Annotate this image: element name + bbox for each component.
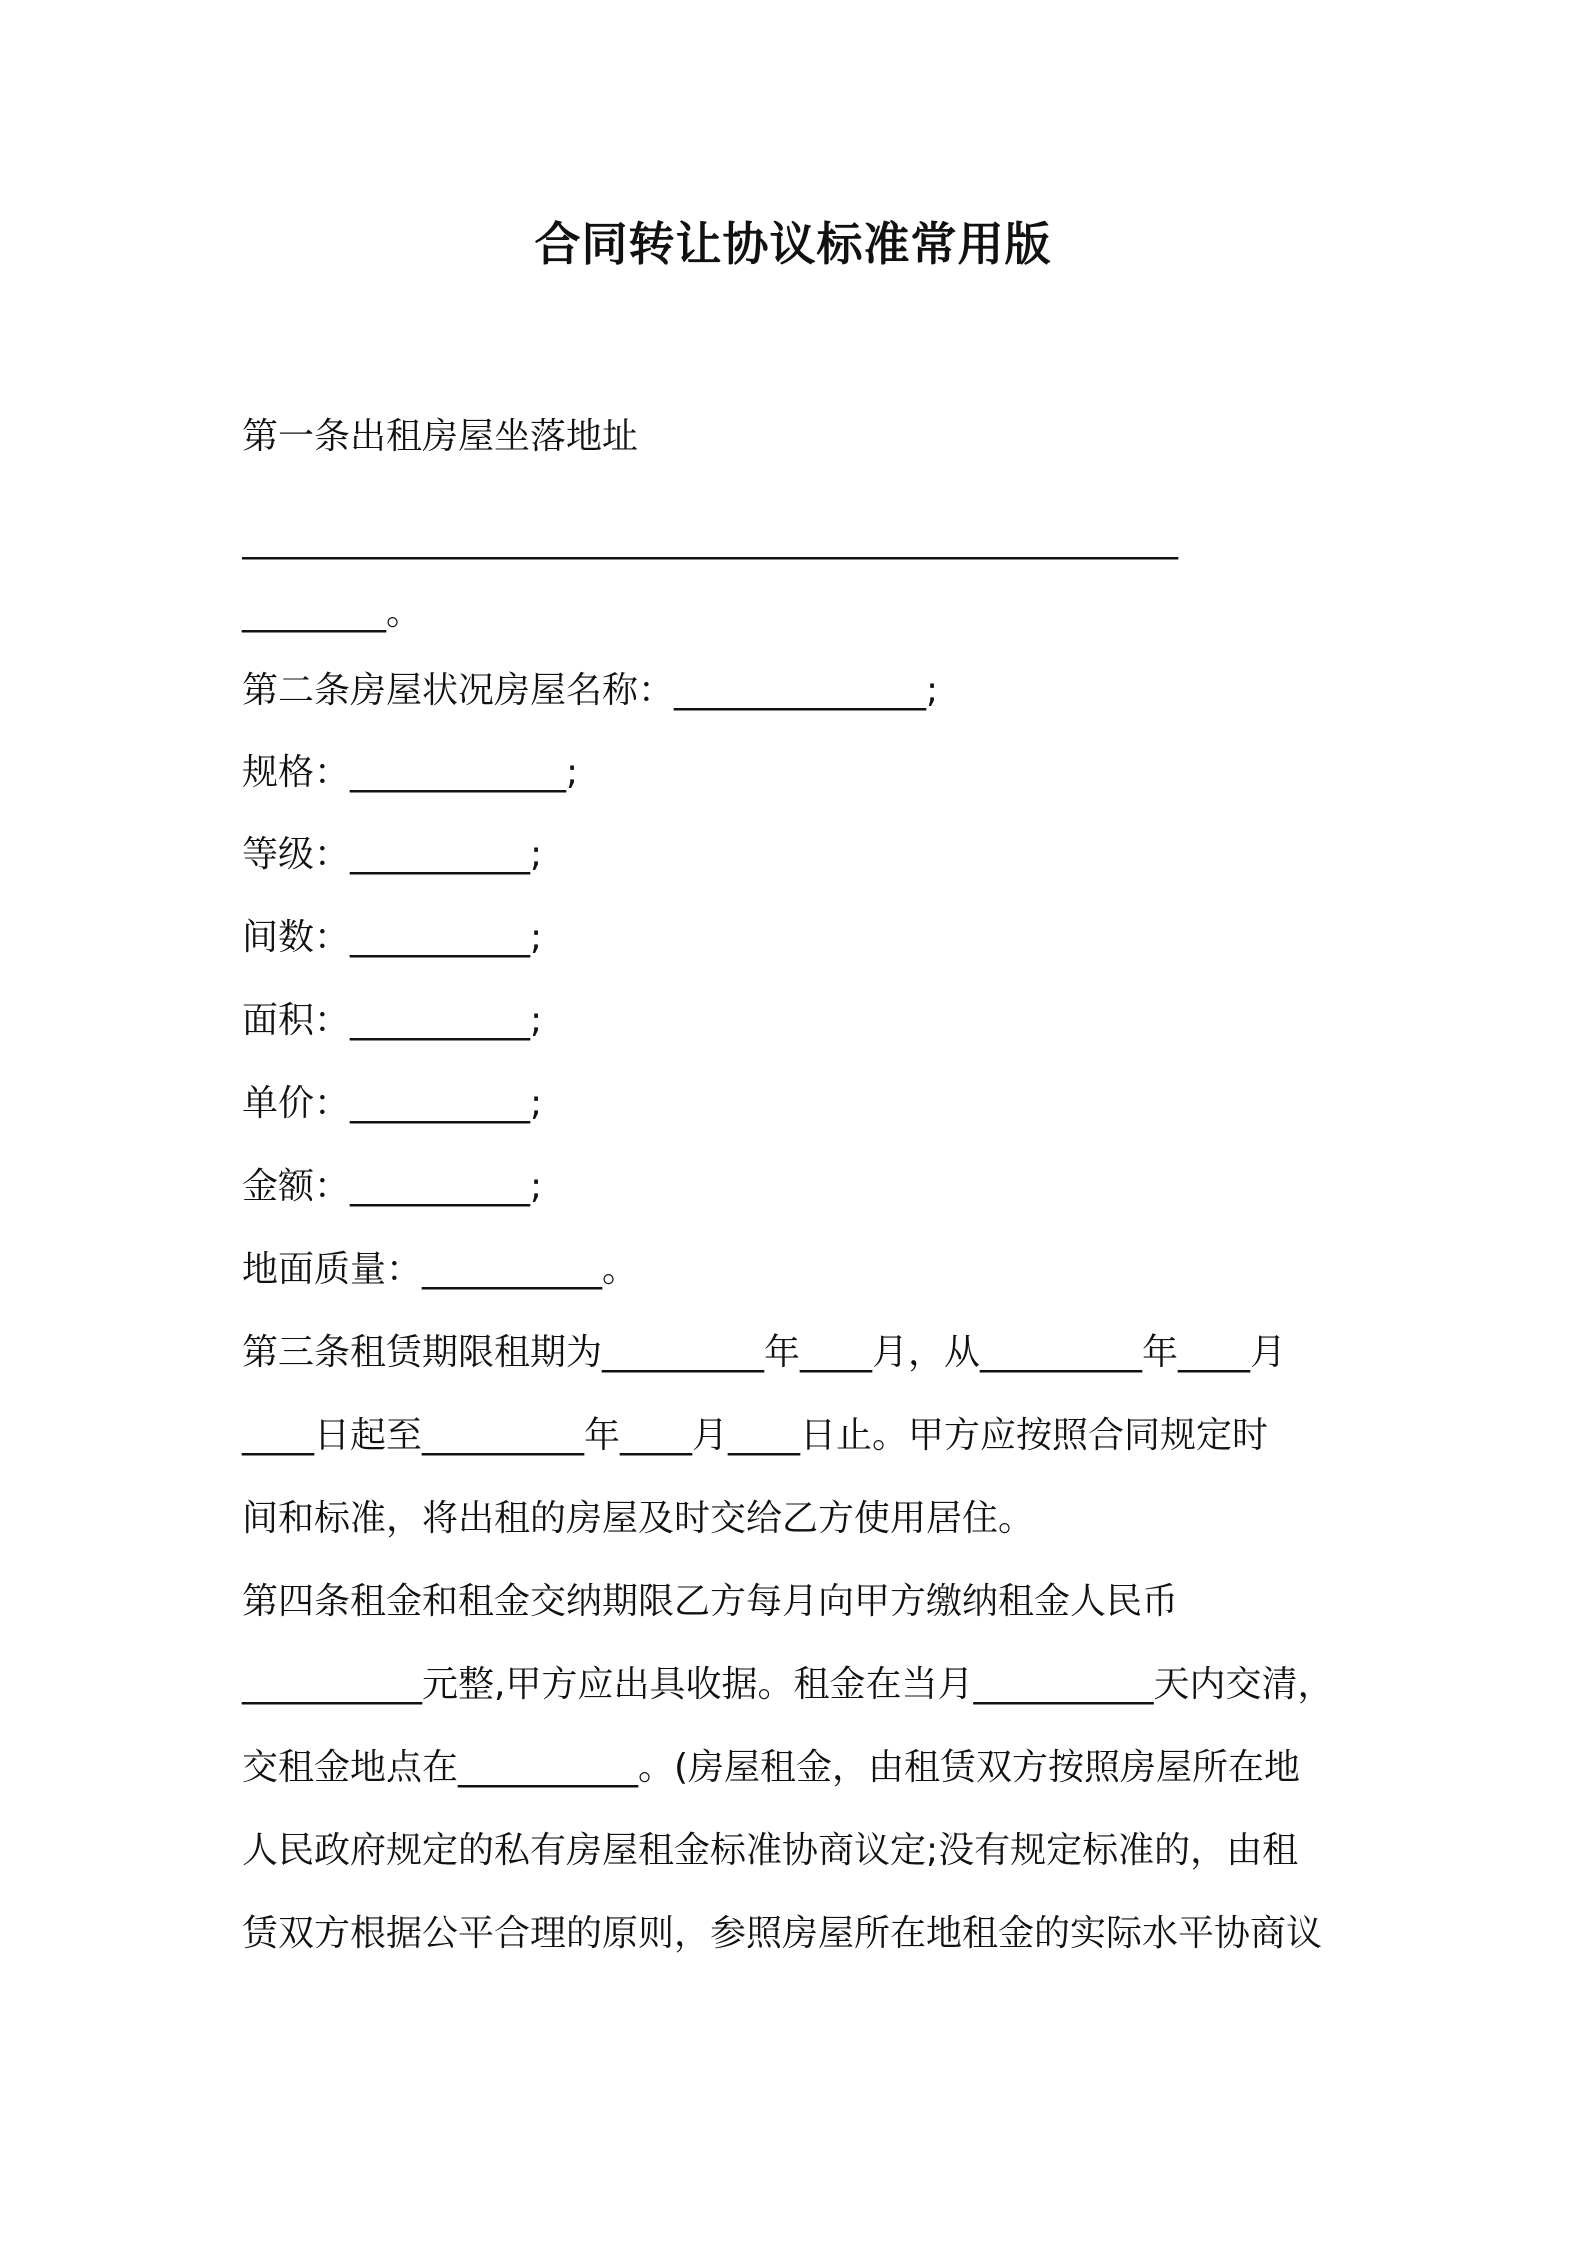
article-4-line-4: 人民政府规定的私有房屋租金标准协商议定;没有规定标准的，由租	[242, 1830, 1299, 1871]
field-grade: 等级：__________;	[242, 834, 543, 875]
article-3-line-2: ____日起至_________年____月____日止。甲方应按照合同规定时	[242, 1415, 1269, 1456]
field-spec: 规格：____________;	[242, 752, 579, 793]
document-title: 合同转让协议标准常用版	[534, 217, 1052, 271]
article-1-heading: 第一条出租房屋坐落地址	[242, 416, 639, 457]
address-blank-line: ____________________________________________________	[242, 519, 1178, 560]
article-4-line-1: 第四条租金和租金交纳期限乙方每月向甲方缴纳租金人民币	[242, 1581, 1179, 1622]
article-4-line-5: 赁双方根据公平合理的原则，参照房屋所在地租金的实际水平协商议	[242, 1913, 1323, 1954]
article-3-line-3: 间和标准，将出租的房屋及时交给乙方使用居住。	[242, 1498, 1035, 1539]
address-blank-end: ________。	[242, 592, 423, 633]
field-amount: 金额：__________;	[242, 1166, 543, 1207]
article-4-line-2: __________元整,甲方应出具收据。租金在当月__________天内交清，	[242, 1664, 1334, 1705]
field-unit-price: 单价：__________;	[242, 1083, 543, 1124]
field-floor-quality: 地面质量：__________。	[242, 1249, 639, 1290]
article-4-line-3: 交租金地点在__________。(房屋租金，由租赁双方按照房屋所在地	[242, 1747, 1301, 1788]
article-3-line-1: 第三条租赁期限租期为_________年____月，从_________年____月	[242, 1332, 1287, 1373]
field-room-count: 间数：__________;	[242, 917, 543, 958]
article-2-house-name: 第二条房屋状况房屋名称：______________;	[242, 670, 939, 711]
field-area: 面积：__________;	[242, 1000, 543, 1041]
